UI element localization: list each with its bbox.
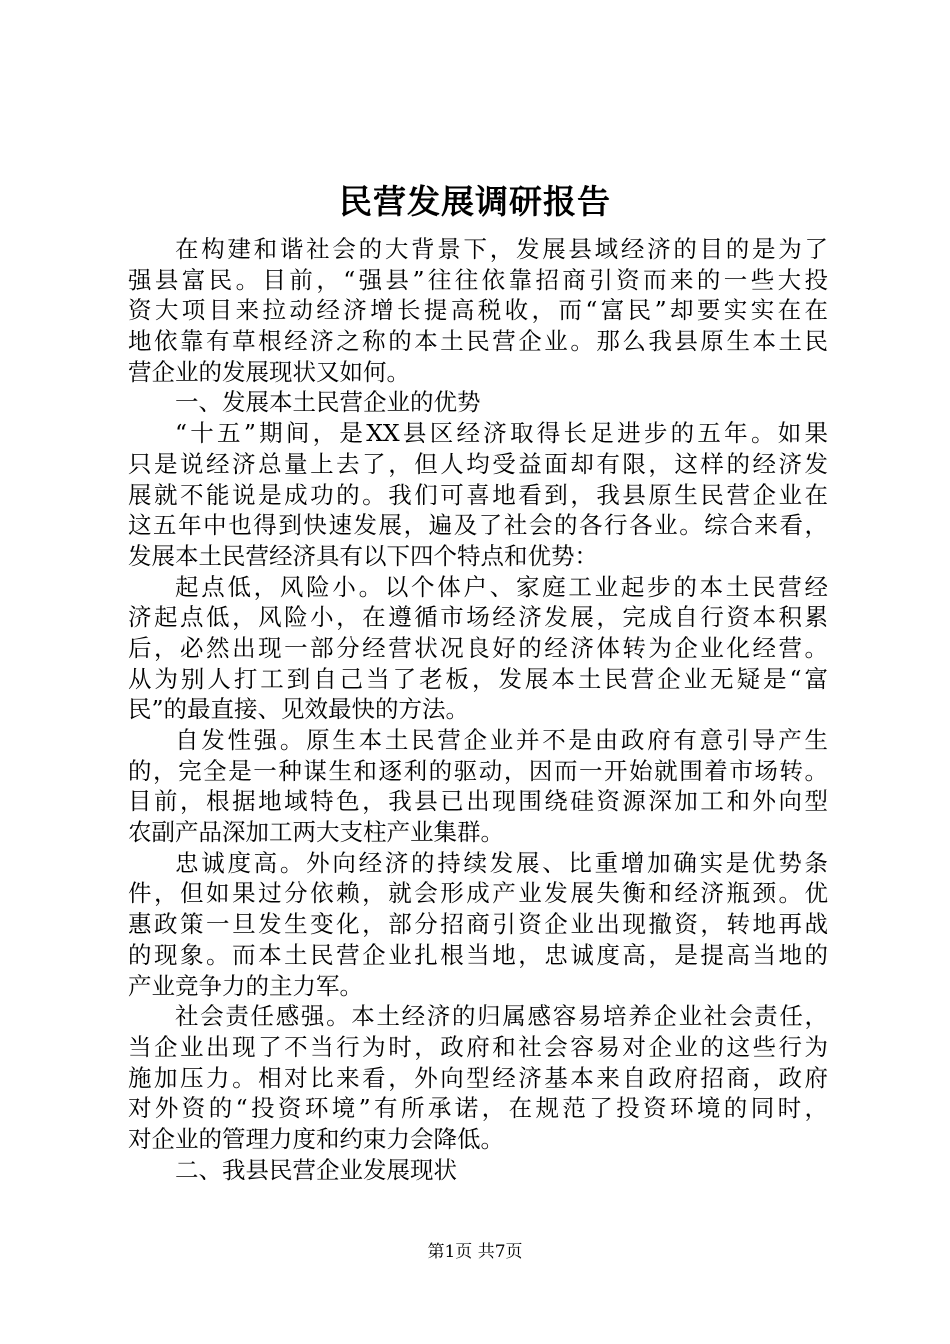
paragraph-line: 发展本土民营经济具有以下四个特点和优势： <box>128 541 598 570</box>
paragraph-line: 只是说经济总量上去了，但人均受益面却有限，这样的经济发 <box>128 449 828 478</box>
paragraph-line: 对外资的“投资环境”有所承诺，在规范了投资环境的同时， <box>128 1094 828 1123</box>
document-body <box>128 234 828 1185</box>
paragraph-line: 当企业出现了不当行为时，政府和社会容易对企业的这些行为 <box>128 1032 828 1061</box>
paragraph-line: 展就不能说是成功的。我们可喜地看到，我县原生民营企业在 <box>128 480 828 509</box>
paragraph-line: 施加压力。相对比来看，外向型经济基本来自政府招商，政府 <box>128 1063 828 1092</box>
paragraph-line: 社会责任感强。本土经济的归属感容易培养企业社会责任， <box>175 1002 828 1031</box>
paragraph-line: 对企业的管理力度和约束力会降低。 <box>128 1124 504 1153</box>
paragraph-line: 起点低，风险小。以个体户、家庭工业起步的本土民营经 <box>175 572 828 601</box>
paragraph-line: 惠政策一旦发生变化，部分招商引资企业出现撤资，转地再战 <box>128 910 828 939</box>
paragraph-line: 从为别人打工到自己当了老板，发展本土民营企业无疑是“富 <box>128 664 828 693</box>
paragraph-line: 的现象。而本土民营企业扎根当地，忠诚度高，是提高当地的 <box>128 940 828 969</box>
paragraph-line: 这五年中也得到快速发展，遍及了社会的各行各业。综合来看， <box>128 511 828 540</box>
paragraph-line: 强县富民。目前，“强县”往往依靠招商引资而来的一些大投 <box>128 265 828 294</box>
paragraph-line: 件，但如果过分依赖，就会形成产业发展失衡和经济瓶颈。优 <box>128 879 828 908</box>
paragraph-line: 农副产品深加工两大支柱产业集群。 <box>128 818 504 847</box>
paragraph-line: 民”的最直接、见效最快的方法。 <box>128 695 470 724</box>
paragraph-line: 产业竞争力的主力军。 <box>128 971 363 1000</box>
paragraph-line: 后，必然出现一部分经营状况良好的经济体转为企业化经营。 <box>128 633 828 662</box>
paragraph-line: 资大项目来拉动经济增长提高税收，而“富民”却要实实在在 <box>128 296 828 325</box>
paragraph-line: 营企业的发展现状又如何。 <box>128 357 410 386</box>
paragraph-line: 济起点低，风险小，在遵循市场经济发展，完成自行资本积累 <box>128 603 828 632</box>
paragraph-line: 目前，根据地域特色，我县已出现围绕硅资源深加工和外向型 <box>128 787 828 816</box>
section-heading: 一、发展本土民营企业的优势 <box>175 388 481 417</box>
section-heading: 二、我县民营企业发展现状 <box>175 1155 457 1184</box>
paragraph-line: 在构建和谐社会的大背景下，发展县域经济的目的是为了 <box>175 235 828 263</box>
paragraph-line: 地依靠有草根经济之称的本土民营企业。那么我县原生本土民 <box>128 327 828 356</box>
paragraph-line: 忠诚度高。外向经济的持续发展、比重增加确实是优势条 <box>175 848 828 877</box>
paragraph-line: “十五”期间，是XX县区经济取得长足进步的五年。如果 <box>175 419 828 448</box>
document-title: 民营发展调研报告 <box>339 182 611 221</box>
paragraph-line: 的，完全是一种谋生和逐利的驱动，因而一开始就围着市场转。 <box>128 756 828 785</box>
paragraph-line: 自发性强。原生本土民营企业并不是由政府有意引导产生 <box>175 726 828 754</box>
page-footer: 第1页 共7页 <box>427 1242 523 1262</box>
